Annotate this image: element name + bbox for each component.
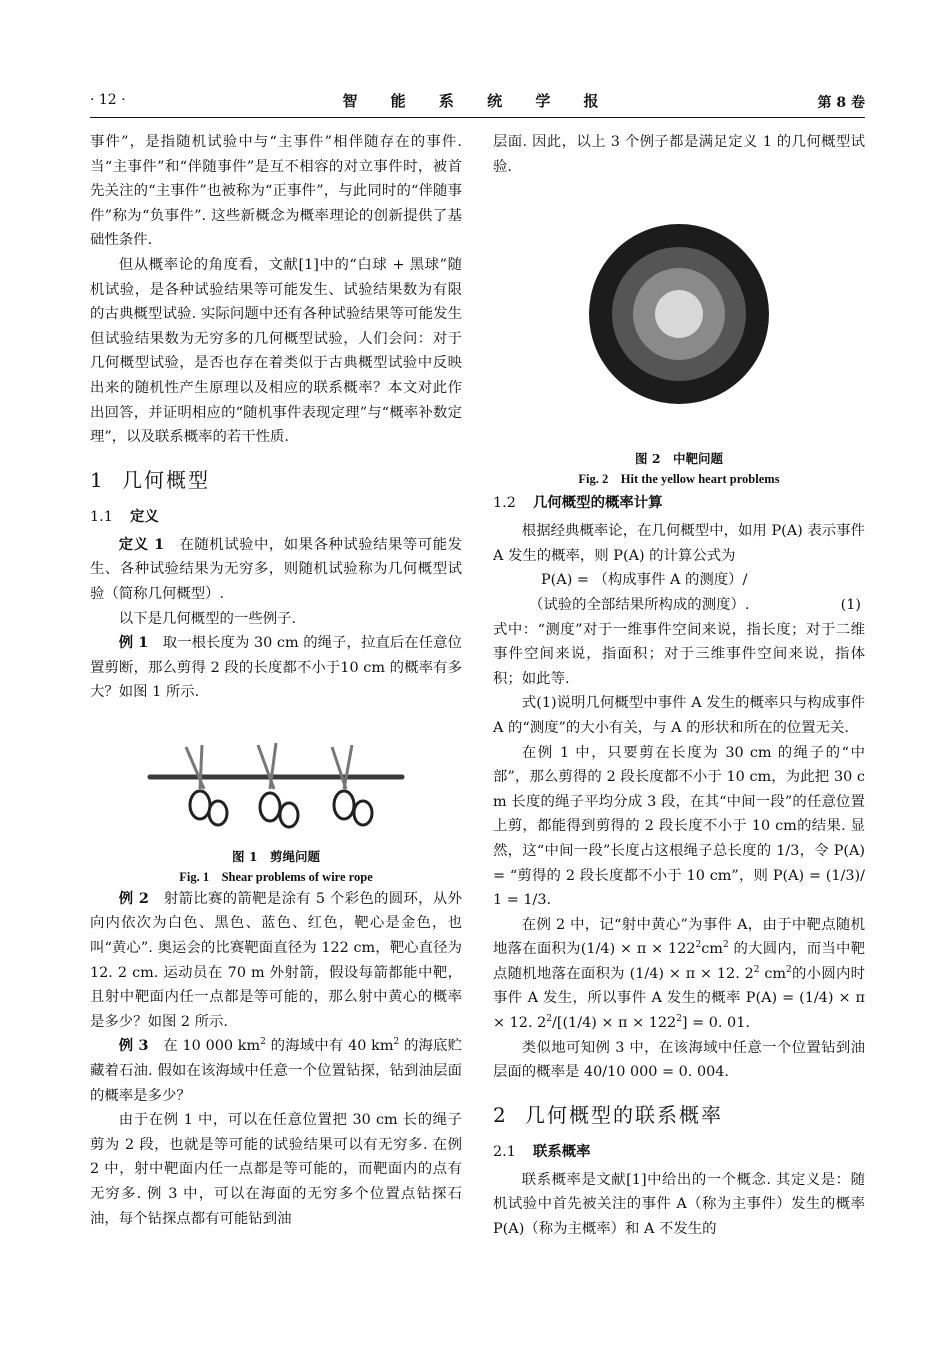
superscript: 2	[695, 940, 702, 951]
section-title: 几何概型的联系概率	[525, 1102, 723, 1127]
example-paragraph	[90, 1034, 462, 1108]
journal-title: 智 能 系 统 学 报	[342, 92, 613, 110]
paragraph: 在例 1 中，只要剪在长度为 30 cm 的绳子的“中部”，那么剪得的 2 段长度都不小于 10 cm，为此把 30 cm 长度的绳子平均分成 3 段，在其“中间一段”的任意位置上剪，都能得到剪得的 2 段长度不小于 10 cm的结果. 显然，这“中间一段”长度占这根绳子总长度的 1/3，令 P(A) = “剪得的 2 段长度都不小于 10 cm”，则 P(A) = (1/3)/1 = 1/3.	[493, 744, 865, 909]
text-run: 的大圆内，而当中靶点随机地落在面积为 (1/4) × π × 12. 2	[493, 941, 865, 982]
text-run: cm	[701, 941, 723, 958]
paragraph: 联系概率是文献[1]中给出的一个概念. 其定义是：随机试验中首先被关注的事件 A（称为主事件）发生的概率 P(A)（称为主概率）和 A 不发生的	[493, 1171, 865, 1238]
definition-text: 在随机试验中，如果各种试验结果等可能发生、各种试验结果为无穷多，则随机试验称为几何概型试验（简称几何概型）.	[90, 536, 462, 602]
section-heading	[90, 464, 462, 493]
figure-caption-en: Fig. 1 Shear problems of wire rope	[179, 869, 373, 884]
superscript: 2	[722, 940, 729, 951]
paragraph: 以下是几何概型的一些例子.	[118, 610, 297, 627]
formula-line: P(A) = （构成事件 A 的测度）/	[541, 572, 748, 589]
page-number: · 12 ·	[90, 92, 126, 108]
example-text: 在 10 000 km	[163, 1038, 261, 1055]
figure-caption-cn: 图 1 剪绳问题	[231, 848, 321, 864]
section-title: 几何概型	[122, 467, 210, 492]
superscript: 2	[786, 965, 792, 976]
subsection-title: 联系概率	[533, 1142, 591, 1160]
section-number: 2	[493, 1102, 508, 1127]
paragraph: 类似地可知例 3 中，在该海域中任意一个位置钻到油层面的概率是 40/10 000 = 0. 004.	[493, 1039, 865, 1081]
subsection-title: 几何概型的概率计算	[533, 494, 663, 512]
example-text: 取一根长度为 30 cm 的绳子，拉直后在任意位置剪断，那么剪得 2 段的长度都不小于10 cm 的概率有多大？如图 1 所示.	[90, 635, 462, 701]
figure-caption-en: Fig. 2 Hit the yellow heart problems	[578, 472, 780, 487]
figure-2	[493, 189, 865, 489]
scissors-icon	[332, 745, 372, 825]
formula-line	[493, 593, 865, 618]
text-run: 的小圆内时事件 A 发生，所以事件 A 发生的概率 P(A) = (1/4) × π × 12. 2	[493, 965, 865, 1032]
subsection-heading	[493, 1140, 865, 1164]
example-paragraph	[90, 887, 462, 1035]
paragraph: 层面. 因此，以上 3 个例子都是满足定义 1 的几何概型试验.	[493, 134, 865, 175]
subsection-title: 定义	[130, 507, 159, 525]
superscript: 2	[393, 1037, 400, 1048]
archery-target-illustration	[554, 189, 804, 439]
example-text: 的海域中有 40 km	[265, 1038, 394, 1055]
paragraph: 式(1)说明几何概型中事件 A 发生的概率只与构成事件 A 的“测度”的大小有关，与 A 的形状和所在的位置无关.	[493, 695, 865, 736]
paragraph: 但从概率论的角度看，文献[1]中的“白球 + 黑球”随机试验，是各种试验结果等可能发生、试验结果数为有限的古典概型试验. 实际问题中还有各种试验结果等可能发生但试验结果数为无穷多的几何概型试验，人们会问：对于几何概型试验，是否也存在着类似于古典概型试验中反映出来的随机性产生原理以及相应的联系概率？本文对此作出回答，并证明相应的“随机事件表现定理”与“概率补数定理”，以及联系概率的若干性质.	[90, 256, 462, 446]
paragraph	[493, 913, 865, 1036]
section-number: 1	[90, 467, 105, 492]
scissors-rope-illustration	[146, 737, 406, 835]
example-text: 射箭比赛的箭靶是涂有 5 个彩色的圆环，从外向内依次为白色、黑色、蓝色、红色，靶心是金色，也叫“黄心”. 奥运会的比赛靶面直径为 122 cm，靶心直径为 12. 2 cm. 运动员在 70 m 外射箭，假设每箭都能中靶，且射中靶面内任一点都是等可能的，那么射中黄心的概率是多少？如图 2 所示.	[90, 890, 462, 1030]
example-paragraph	[90, 631, 462, 705]
section-heading	[493, 1099, 865, 1128]
definition-label: 定义 1	[118, 535, 165, 553]
left-column	[90, 130, 462, 1231]
paragraph: 式中：“测度”对于一维事件空间来说，指长度；对于二维事件空间来说，指面积；对于三维事件空间来说，指体积；如此等.	[493, 621, 865, 687]
right-column	[493, 130, 865, 1242]
example-label: 例 2	[118, 889, 149, 907]
text-run: cm	[759, 965, 787, 982]
subsection-number: 2.1	[493, 1143, 516, 1160]
subsection-number: 1.2	[493, 495, 516, 512]
example-label: 例 3	[118, 1037, 149, 1055]
scissors-icon	[258, 743, 298, 827]
volume-label: 第 8 卷	[817, 95, 865, 111]
definition-paragraph	[90, 533, 462, 607]
target-ring-gold	[655, 290, 703, 338]
figure-caption-cn: 图 2 中靶问题	[634, 451, 724, 467]
header-rule	[90, 117, 865, 118]
running-header	[90, 88, 865, 114]
superscript: 2	[676, 1014, 682, 1025]
subsection-number: 1.1	[90, 508, 113, 525]
scissors-icon	[186, 745, 227, 825]
example-label: 例 1	[118, 634, 149, 652]
paragraph: 由于在例 1 中，可以在任意位置把 30 cm 长的绳子剪为 2 段，也就是等可能的试验结果可以有无穷多. 在例 2 中，射中靶面内任一点都是等可能的，而靶面内的点有无穷多. 例 3 中，可以在海面的无穷多个位置点钻探石油，每个钻探点都有可能钻到油	[90, 1112, 462, 1227]
text-run: 在例 2 中，记“射中黄心”为事件 A，由于中靶点随机地落在面积为(1/4) × π × 122	[493, 916, 865, 958]
text-run: /[(1/4) × π × 122	[551, 1015, 677, 1032]
subsection-heading	[90, 505, 462, 529]
superscript: 2	[546, 1014, 552, 1025]
paragraph: 事件”，是指随机试验中与“主事件”相伴随存在的事件. 当“主事件”和“伴随事件”是互不相容的对立事件时，被首先关注的“主事件”也被称为“正事件”，与此同时的“伴随事件”称为“负事件”. 这些新概念为概率理论的创新提供了基础性条件.	[90, 134, 462, 249]
example-text: 的海底贮藏着石油. 假如在该海域中任意一个位置钻探，钻到油层面的概率是多少？	[90, 1038, 462, 1104]
subsection-heading	[493, 491, 865, 515]
paragraph: 根据经典概率论，在几何概型中，如用 P(A) 表示事件 A 发生的概率，则 P(A) 的计算公式为	[493, 523, 865, 564]
figure-1	[90, 737, 462, 887]
superscript: 2	[753, 965, 760, 976]
text-run: ] = 0. 01.	[681, 1015, 750, 1032]
superscript: 2	[260, 1037, 266, 1048]
formula-text: （试验的全部结果所构成的测度）.	[529, 596, 750, 613]
equation-number: (1)	[840, 596, 861, 613]
